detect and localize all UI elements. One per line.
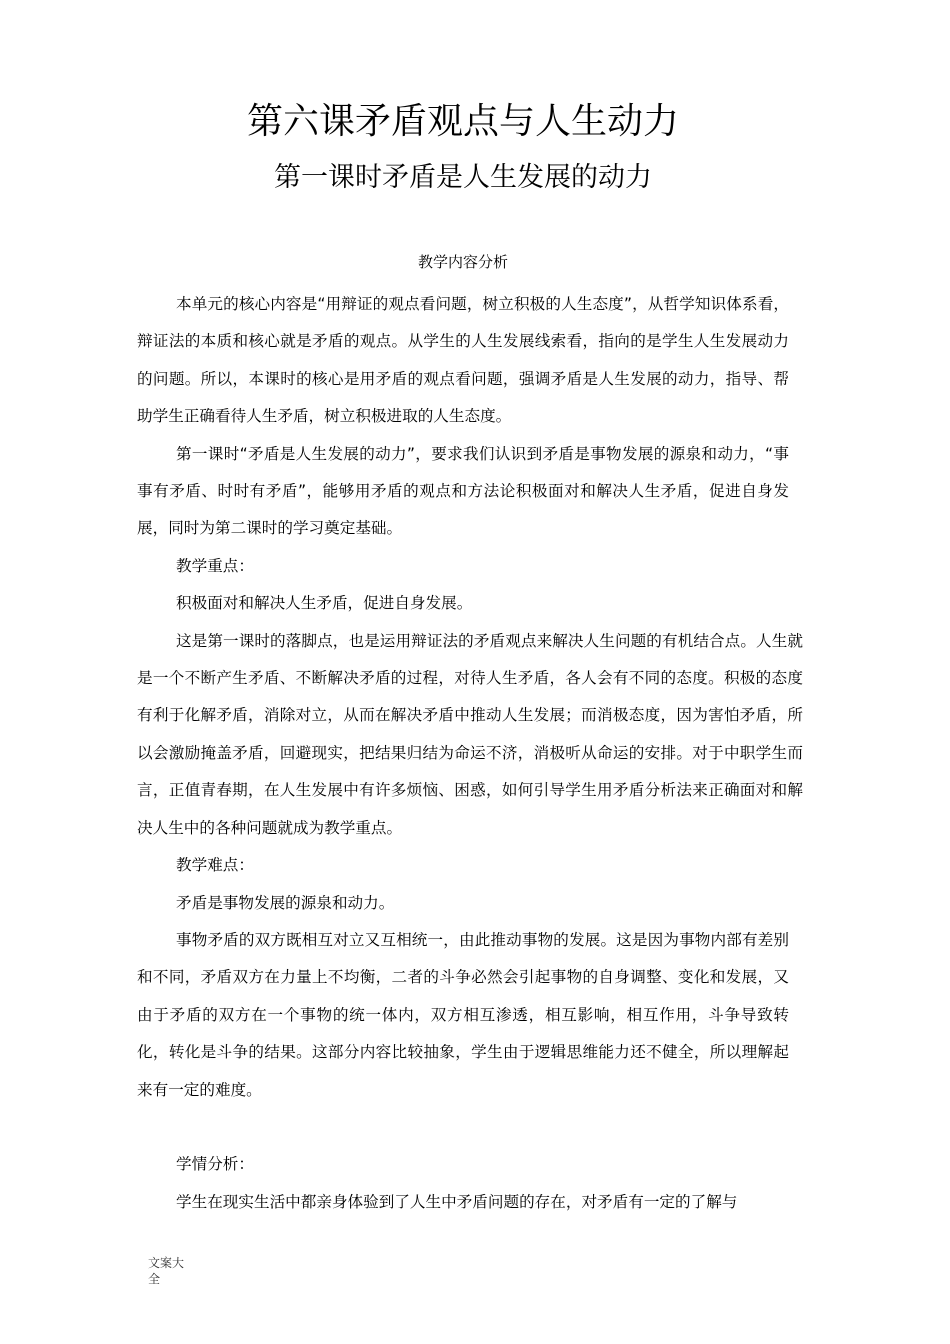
paragraph-difficulty-statement: 矛盾是事物发展的源泉和动力。 [176, 893, 395, 912]
paragraph-focus-statement: 积极面对和解决人生矛盾，促进自身发展。 [176, 594, 473, 613]
paragraph-first-lesson: 第一课时“矛盾是人生发展的动力”，要求我们认识到矛盾是事物发展的源泉和动力，“事事有矛盾、时时有矛盾”，能够用矛盾的观点和方法论积极面对和解决人生矛盾，促进自身发展，同时为第二课时的学习奠定基础。 [137, 444, 789, 538]
paragraph-focus-explanation: 这是第一课时的落脚点，也是运用辩证法的矛盾观点来解决人生问题的有机结合点。人生就是一个不断产生矛盾、不断解决矛盾的过程，对待人生矛盾，各人会有不同的态度。积极的态度有利于化解矛盾，消除对立，从而在解决矛盾中推动人生发展；而消极态度，因为害怕矛盾，所以会激励掩盖矛盾，回避现实，把结果归结为命运不济，消极听从命运的安排。对于中职学生而言，正值青春期，在人生发展中有许多烦恼、困惑，如何引导学生用矛盾分析法来正确面对和解决人生中的各种问题就成为教学重点。 [137, 631, 803, 837]
paragraph-learner-analysis: 学生在现实生活中都亲身体验到了人生中矛盾问题的存在，对矛盾有一定的了解与 [176, 1192, 738, 1211]
paragraph-unit-core: 本单元的核心内容是“用辩证的观点看问题，树立积极的人生态度”，从哲学知识体系看，辩证法的本质和核心就是矛盾的观点。从学生的人生发展线索看，指向的是学生人生发展动力的问题。所以，本课时的核心是用矛盾的观点看问题，强调矛盾是人生发展的动力，指导、帮助学生正确看待人生矛盾，树立积极进取的人生态度。 [137, 295, 789, 426]
heading-teaching-focus: 教学重点： [176, 556, 254, 575]
heading-learner-analysis: 学情分析： [176, 1155, 254, 1174]
document-body [137, 286, 803, 1221]
heading-teaching-difficulty: 教学难点： [176, 856, 254, 875]
document-title: 第六课矛盾观点与人生动力 [246, 101, 679, 142]
paragraph-difficulty-explanation: 事物矛盾的双方既相互对立又互相统一，由此推动事物的发展。这是因为事物内部有差别和不同，矛盾双方在力量上不均衡，二者的斗争必然会引起事物的自身调整、变化和发展，又由于矛盾的双方在一个事物的统一体内，双方相互渗透，相互影响，相互作用，斗争导致转化，转化是斗争的结果。这部分内容比较抽象，学生由于逻辑思维能力还不健全，所以理解起来有一定的难度。 [137, 930, 789, 1099]
page-footer: 文案大全 [148, 1256, 185, 1286]
document-subtitle: 第一课时矛盾是人生发展的动力 [274, 162, 652, 193]
section-heading-content-analysis: 教学内容分析 [417, 253, 508, 271]
paragraph-gap [137, 1109, 789, 1146]
